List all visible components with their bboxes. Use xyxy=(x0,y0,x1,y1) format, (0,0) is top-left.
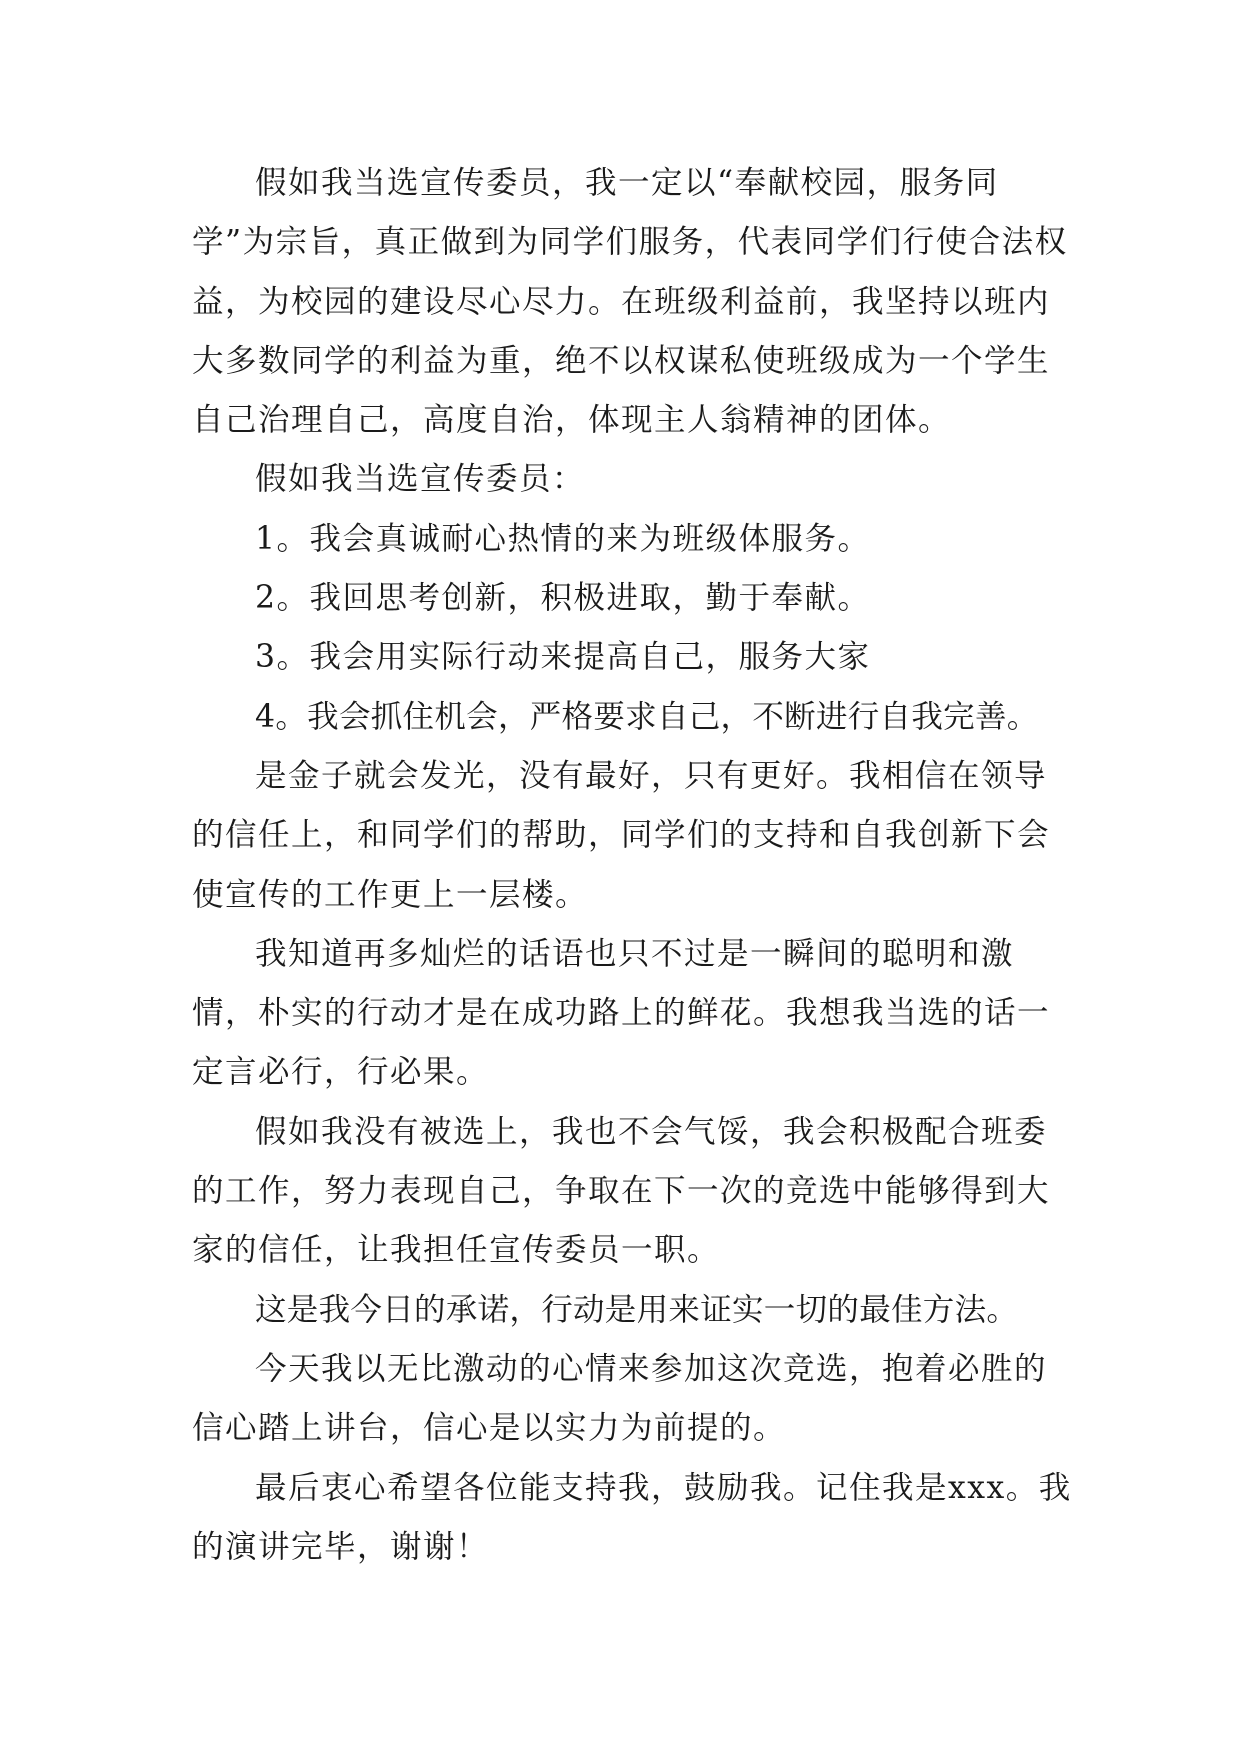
document-body xyxy=(192,154,1072,1577)
paragraph-closing: 最后衷心希望各位能支持我，鼓励我。记住我是xxx。我的演讲完毕，谢谢！ xyxy=(192,1469,1072,1565)
paragraph-pledge: 假如我当选宣传委员，我一定以“奉献校园，服务同学”为宗旨，真正做到为同学们服务，代表同学们行使合法权益，为校园的建设尽心尽力。在班级利益前，我坚持以班内大多数同学的利益为重，绝不以权谋私使班级成为一个学生自己治理自己，高度自治，体现主人翁精神的团体。 xyxy=(192,165,1068,439)
list-item-4: 4。我会抓住机会，严格要求自己，不断进行自我完善。 xyxy=(255,698,1039,735)
paragraph-list-intro: 假如我当选宣传委员： xyxy=(255,461,586,498)
paragraph-promise: 这是我今日的承诺，行动是用来证实一切的最佳方法。 xyxy=(255,1291,1019,1328)
list-item-3: 3。我会用实际行动来提高自己，服务大家 xyxy=(255,639,871,676)
paragraph-confidence: 今天我以无比激动的心情来参加这次竞选，抱着必胜的信心踏上讲台，信心是以实力为前提的。 xyxy=(192,1350,1048,1447)
list-item-1: 1。我会真诚耐心热情的来为班级体服务。 xyxy=(255,520,871,557)
paragraph-gold: 是金子就会发光，没有最好，只有更好。我相信在领导的信任上，和同学们的帮助，同学们的支持和自我创新下会使宣传的工作更上一层楼。 xyxy=(192,757,1051,913)
list-item-2: 2。我回思考创新，积极进取，勤于奉献。 xyxy=(255,580,871,617)
paragraph-action: 我知道再多灿烂的话语也只不过是一瞬间的聪明和激情，朴实的行动才是在成功路上的鲜花。我想我当选的话一定言必行，行必果。 xyxy=(192,935,1051,1091)
paragraph-not-elected: 假如我没有被选上，我也不会气馁，我会积极配合班委的工作，努力表现自己，争取在下一次的竞选中能够得到大家的信任，让我担任宣传委员一职。 xyxy=(192,1113,1051,1269)
